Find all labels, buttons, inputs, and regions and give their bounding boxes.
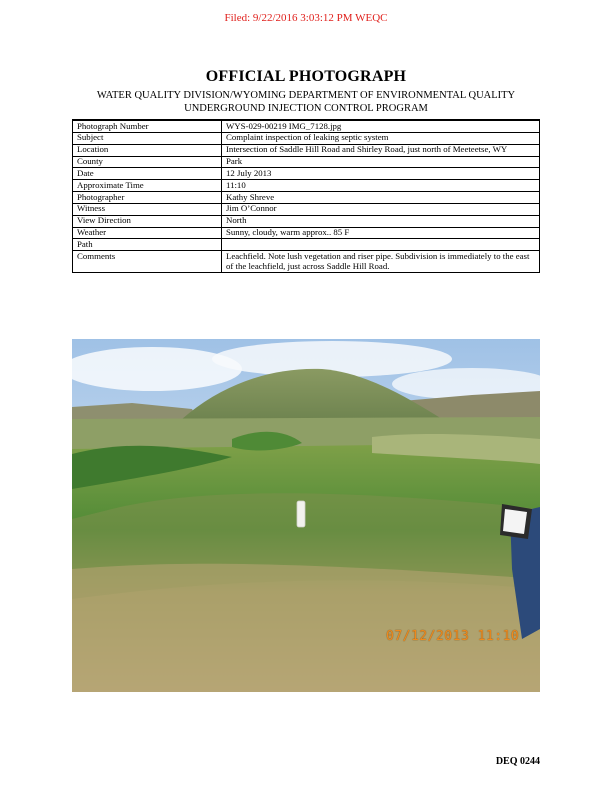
field-label: County (73, 156, 222, 168)
table-row (73, 144, 540, 156)
site-photograph (72, 339, 540, 692)
field-value: Complaint inspection of leaking septic system (222, 132, 540, 144)
field-label: View Direction (73, 215, 222, 227)
field-value: North (222, 215, 540, 227)
table-row (73, 132, 540, 144)
field-label: Approximate Time (73, 180, 222, 192)
table-row (73, 120, 540, 132)
field-label: Photograph Number (73, 120, 222, 132)
field-label: Comments (73, 251, 222, 273)
table-row (73, 239, 540, 251)
program-line: UNDERGROUND INJECTION CONTROL PROGRAM (184, 103, 428, 114)
field-label: Path (73, 239, 222, 251)
photo-timestamp: 07/12/2013 11:10 (386, 629, 520, 644)
table-row (73, 156, 540, 168)
field-value: Leachfield. Note lush vegetation and riser pipe. Subdivision is immediately to the east of the leachfield, just across Saddle Hill Road. (222, 251, 540, 273)
field-value: Kathy Shreve (222, 192, 540, 204)
table-row (73, 168, 540, 180)
field-value: 12 July 2013 (222, 168, 540, 180)
field-value: 11:10 (222, 180, 540, 192)
field-label: Weather (73, 227, 222, 239)
field-value: Sunny, cloudy, warm approx.. 85 F (222, 227, 540, 239)
filed-stamp: Filed: 9/22/2016 3:03:12 PM WEQC (224, 12, 388, 24)
field-value (222, 239, 540, 251)
photo-info-table (72, 119, 540, 273)
page-identifier: DEQ 0244 (495, 756, 540, 767)
field-label: Date (73, 168, 222, 180)
field-value: WYS-029-00219 IMG_7128.jpg (222, 120, 540, 132)
page-title: OFFICIAL PHOTOGRAPH (205, 68, 407, 85)
field-label: Photographer (73, 192, 222, 204)
table-row (73, 203, 540, 215)
field-value: Jim O’Connor (222, 203, 540, 215)
table-row (73, 251, 540, 273)
field-label: Witness (73, 203, 222, 215)
field-value: Park (222, 156, 540, 168)
table-row (73, 192, 540, 204)
table-row (73, 215, 540, 227)
agency-line: WATER QUALITY DIVISION/WYOMING DEPARTMENT OF ENVIRONMENTAL QUALITY (96, 90, 516, 101)
table-row (73, 180, 540, 192)
field-label: Location (73, 144, 222, 156)
table-row (73, 227, 540, 239)
field-value: Intersection of Saddle Hill Road and Shirley Road, just north of Meeteetse, WY (222, 144, 540, 156)
field-label: Subject (73, 132, 222, 144)
